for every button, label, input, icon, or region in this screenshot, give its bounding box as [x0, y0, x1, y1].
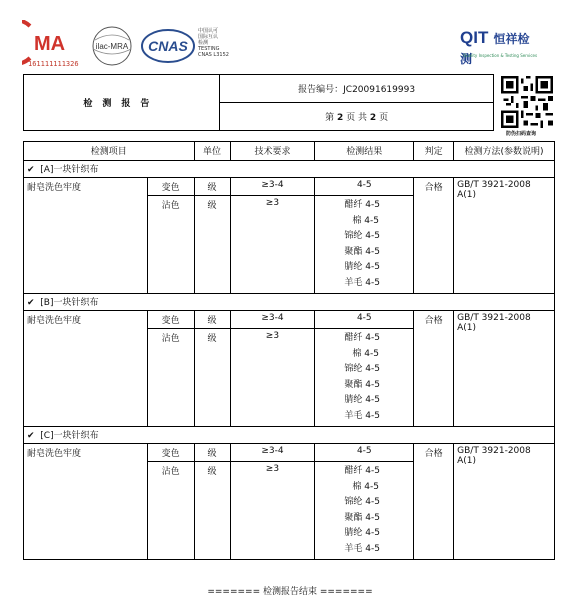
stain-results: 醋纤 4-5 棉 4-5 锦纶 4-5 聚酯 4-5 腈纶 4-5 羊毛 4-5 [315, 329, 414, 427]
section-header: ✔ [A]一块针织布 [24, 161, 555, 178]
method: GB/T 3921-2008 A(1) [454, 444, 555, 560]
table-row: 耐皂洗色牢度 变色 级 ≥3-4 4-5 合格 GB/T 3921-2008 A(1) [24, 178, 555, 196]
table-row: 耐皂洗色牢度 变色 级 ≥3-4 4-5 合格 GB/T 3921-2008 A(1) [24, 444, 555, 462]
results-table [23, 141, 555, 560]
page-indicator: 第 2 页 共 2 页 [219, 103, 494, 131]
check-icon: ✔ [27, 165, 35, 175]
stain-results: 醋纤 4-5 棉 4-5 锦纶 4-5 聚酯 4-5 腈纶 4-5 羊毛 4-5 [315, 196, 414, 294]
svg-text:ilac-MRA: ilac-MRA [95, 42, 129, 51]
cnas-caption: 中国认可 国际互认 检测 TESTING CNAS L3152 [198, 28, 229, 58]
ilac-mra-logo [88, 25, 136, 67]
col-header: 单位 [194, 142, 230, 161]
section-header: ✔ [C]一块针织布 [24, 427, 555, 444]
qr-code[interactable] [501, 76, 553, 128]
report-end: ======= 检测报告结束 ======= [207, 587, 373, 597]
qit-brand: QIT [460, 28, 489, 47]
table-row: 沾色 级 ≥3 醋纤 4-5 棉 4-5 锦纶 4-5 聚酯 4-5 腈纶 4-5 羊毛 4-5 [24, 329, 555, 427]
verdict: 合格 [414, 178, 454, 294]
cma-code: 161111111326 [28, 60, 79, 68]
check-icon: ✔ [27, 431, 35, 441]
section-header: ✔ [B]一块针织布 [24, 294, 555, 311]
svg-text:CNAS: CNAS [148, 38, 188, 54]
stain-results: 醋纤 4-5 棉 4-5 锦纶 4-5 聚酯 4-5 腈纶 4-5 羊毛 4-5 [315, 462, 414, 560]
col-header: 判定 [414, 142, 454, 161]
report-header [23, 74, 555, 131]
table-header-row [24, 142, 555, 161]
cnas-logo [140, 27, 196, 65]
verdict: 合格 [414, 311, 454, 427]
qit-subtitle: Quality Inspection & Testing Services [463, 53, 538, 58]
table-row: 沾色 级 ≥3 醋纤 4-5 棉 4-5 锦纶 4-5 聚酯 4-5 腈纶 4-5 羊毛 4-5 [24, 196, 555, 294]
table-row: 耐皂洗色牢度 变色 级 ≥3-4 4-5 合格 GB/T 3921-2008 A(1) [24, 311, 555, 329]
method: GB/T 3921-2008 A(1) [454, 178, 555, 294]
check-icon: ✔ [27, 298, 35, 308]
qit-cn: 恒祥检测 [460, 32, 530, 66]
method: GB/T 3921-2008 A(1) [454, 311, 555, 427]
verdict: 合格 [414, 444, 454, 560]
svg-text:MA: MA [34, 33, 66, 55]
col-header: 检测结果 [315, 142, 414, 161]
col-header: 技术要求 [230, 142, 315, 161]
qr-caption: 防伪扫码查询 [506, 131, 537, 137]
report-number: 报告编号：JC20091619993 [219, 75, 494, 103]
col-header: 检测项目 [24, 142, 195, 161]
report-title: 检测报告 [24, 75, 220, 131]
table-row: 沾色 级 ≥3 醋纤 4-5 棉 4-5 锦纶 4-5 聚酯 4-5 腈纶 4-5 羊毛 4-5 [24, 462, 555, 560]
col-header: 检测方法(参数说明) [454, 142, 555, 161]
